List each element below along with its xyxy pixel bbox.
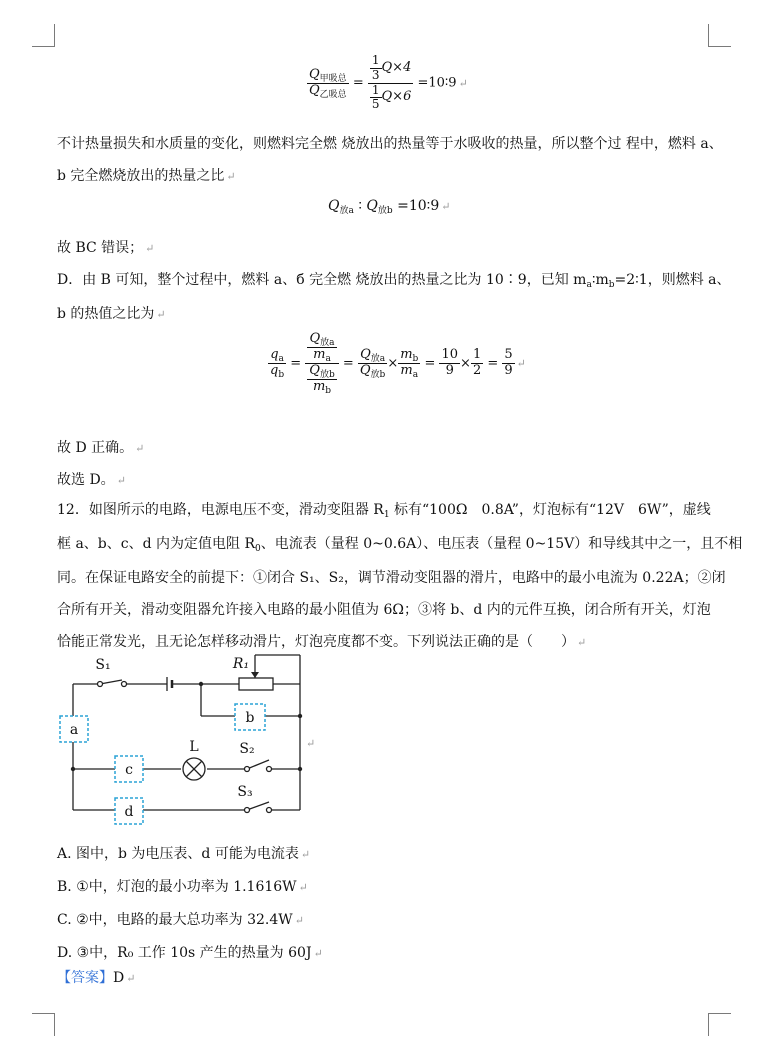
option-d: D. ③中，R₀ 工作 10s 产生的热量为 60J <box>57 945 312 961</box>
label-box-b: b <box>245 710 255 726</box>
rheostat-r1 <box>239 678 273 690</box>
answer-tag: 【答案】 <box>57 970 113 986</box>
option-a: A. 图中，b 为电压表、d 可能为电流表 <box>57 846 299 862</box>
circuit-diagram <box>55 650 325 832</box>
paragraph-heat-equal: 不计热量损失和水质量的变化，则燃料完全燃 烧放出的热量等于水吸收的热量，所以整个过 程中，燃料 a、 b 完全燃烧放出的热量之比 ↵ <box>57 136 723 184</box>
label-box-d: d <box>124 804 134 820</box>
fraction-lhs: $\frac{Q_{甲吸总}}{Q_{乙吸总}}$ <box>309 66 347 100</box>
label-s1: S₁ <box>95 657 111 673</box>
paragraph-option-d-analysis: D．由 B 可知，整个过程中，燃料 a、б 完全燃 烧放出的热量之比为 10∶9，已知 $m_a∶m_b=2∶1$，则燃料 a、 b 的热值之比为 ↵ <box>57 272 731 322</box>
line-d-correct: 故 D 正确。 ↵ <box>57 440 145 456</box>
line-choose-d: 故选 D。 ↵ <box>57 472 126 488</box>
option-c: C. ②中，电路的最大总功率为 32.4W <box>57 912 293 928</box>
page-corner-mark-bottom-left <box>32 1013 55 1036</box>
page-corner-mark-bottom-right <box>708 1013 731 1036</box>
label-s2: S₂ <box>239 741 255 757</box>
label-box-c: c <box>125 762 133 778</box>
fraction-rhs: $\frac{1}{3}$ Q×4 $\frac{1}{5}$ Q×6 <box>368 54 413 112</box>
lamp-icon <box>183 758 205 780</box>
answer-line: 【答案】D ↵ <box>57 970 136 986</box>
page-corner-mark-top-left <box>32 24 55 47</box>
label-box-a: a <box>69 722 79 738</box>
option-b: B. ①中，灯泡的最小功率为 1.1616W <box>57 879 297 895</box>
page-corner-mark-top-right <box>708 24 731 47</box>
options-list: A. 图中，b 为电压表、d 可能为电流表 ↵ B. ①中，灯泡的最小功率为 1.1616W ↵ C. ②中，电路的最大总功率为 32.4W ↵ D. ③中，R₀ 工作 10s 产生的热量为 60J ↵ <box>57 846 323 961</box>
equation-heat-released-ratio: $Q_{放a}$ ∶ $Q_{放b}$ =10∶9 ↵ <box>328 198 451 216</box>
question-12: 12．如图所示的电路，电源电压不变，滑动变阻器 $R_1$ 标有“100Ω 0.8A”，灯泡标有“12V 6W”，虚线 框 a、b、c、d 内为定值电阻 $R_0$、电流表（量程 0~0.6A）、电压表（量程 0~15V）和导线其中之一，且不相 同。在保证电路安全的前提下：①闭合 S₁、S₂，调节滑动变阻器的滑片，电路中的最小电流为 0.22A；②闭 合所有开关，滑动变阻器允许接入电路的最小阻值为 6Ω；③将 b、d 内的元件互换，闭合所有开关，灯泡 恰能正常发光，且无论怎样移动滑片，灯泡亮度都不变。下列说法正确的是（ ） ↵ <box>57 502 743 650</box>
line-bc-wrong: 故 BC 错误； ↵ <box>57 240 155 256</box>
label-r1: R₁ <box>232 656 250 672</box>
answer-value: D <box>113 970 125 986</box>
label-s3: S₃ <box>237 784 253 800</box>
equation-heat-value-ratio: $\frac{q_a}{q_b}$ = $\frac{\frac{Q_{放a}}{m_a}}{\frac{Q_{放b}}{m_b}}$ = $\frac{Q_{放a}}{Q_{放b}}$ × $\frac{m_b}{m_a}$ = $\frac{10}{9}$ × $\frac{1}{2}$ = $\frac{5}{9}$ ↵ <box>270 331 526 396</box>
label-lamp: L <box>189 739 199 755</box>
equation-heat-ratio: $\frac{Q_{甲吸总}}{Q_{乙吸总}}$ = $\frac{1}{3}$ Q×4 $\frac{1}{5}$ Q×6 =10∶9 ↵ <box>309 53 468 112</box>
svg-text:↵: ↵ <box>306 737 316 750</box>
